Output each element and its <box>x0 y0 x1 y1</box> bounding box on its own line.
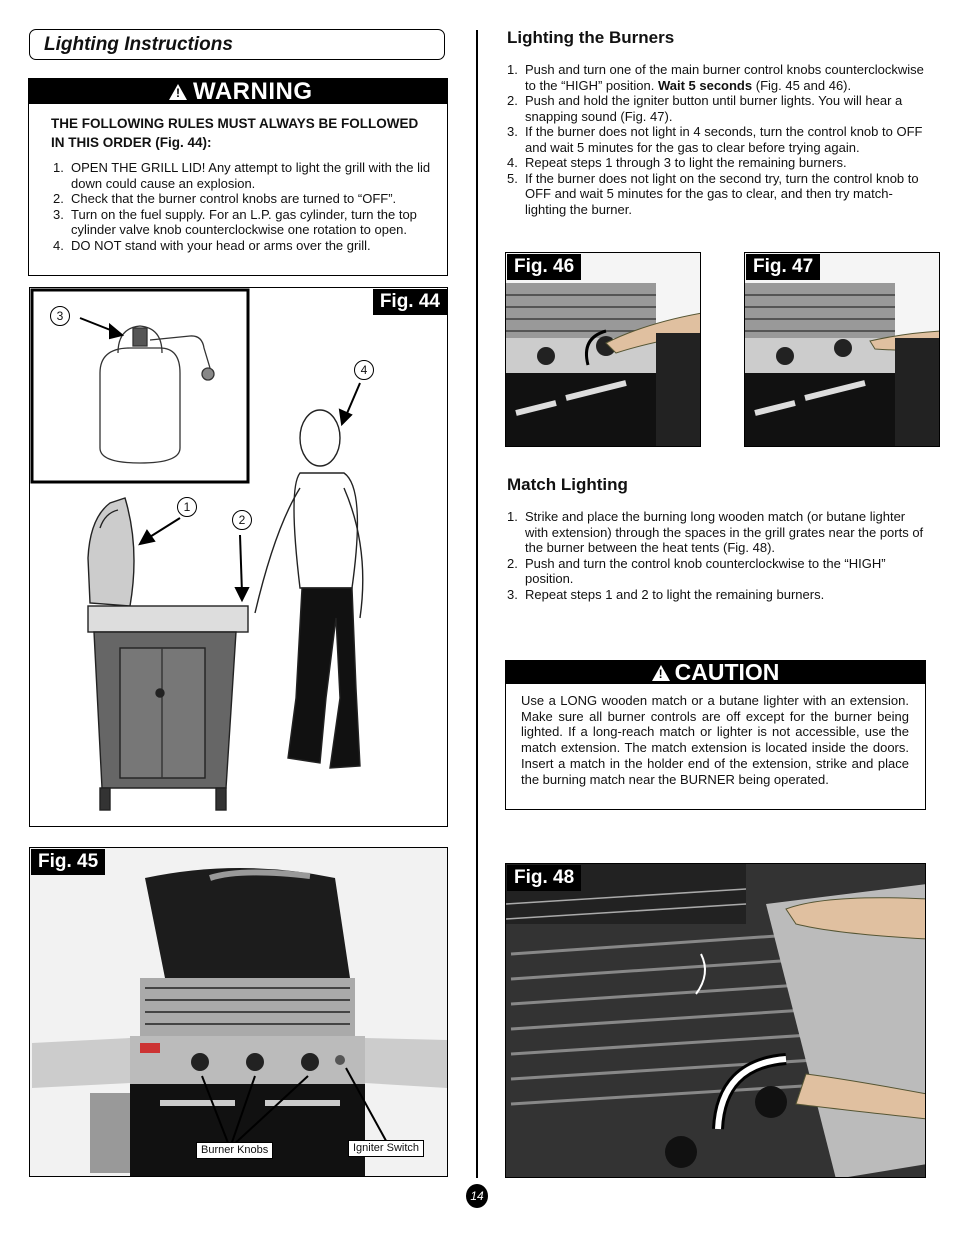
lighting-burners-section <box>507 28 927 217</box>
warning-banner <box>29 79 447 104</box>
fig-45-tag: Fig. 45 <box>31 849 105 875</box>
lighting-step: 1. Push and turn one of the main burner control knobs counterclockwise to the “HIGH” position. Wait 5 seconds (Fig. 45 and 46). <box>507 62 924 93</box>
warning-step: 3. Turn on the fuel supply. For an L.P. gas cylinder, turn the top cylinder valve knob counterclockwise one rotation to open. <box>53 206 417 237</box>
warning-step: 4. DO NOT stand with your head or arms over the grill. <box>53 237 371 253</box>
match-step: 3. Repeat steps 1 and 2 to light the remaining burners. <box>507 586 825 602</box>
fig-44-illustration <box>30 288 448 827</box>
lighting-step: 2. Push and hold the igniter button until burner lights. You will hear a snapping sound (Fig. 47). <box>507 93 903 124</box>
match-lighting-steps <box>507 509 927 602</box>
fig-45-frame <box>29 847 448 1177</box>
caution-box <box>505 660 926 810</box>
column-divider <box>476 30 478 1178</box>
fig-45-photo <box>30 848 448 1177</box>
fig-47-photo <box>745 253 940 447</box>
callout-2: 2 <box>232 510 252 530</box>
fig-44-frame <box>29 287 448 827</box>
lighting-step: 3. If the burner does not light in 4 seconds, turn the control knob to OFF and wait 5 minutes for the gas to clear before trying again. <box>507 124 923 155</box>
fig-47-tag: Fig. 47 <box>746 254 820 280</box>
warning-box <box>28 78 448 276</box>
callout-4: 4 <box>354 360 374 380</box>
match-step: 2. Push and turn the control knob counterclockwise to the “HIGH” position. <box>507 555 886 586</box>
warning-steps <box>53 160 437 253</box>
burner-knobs-label: Burner Knobs <box>196 1142 273 1159</box>
fig-47-frame <box>744 252 940 447</box>
warning-step: 1. OPEN THE GRILL LID! Any attempt to light the grill with the lid down could cause an explosion. <box>53 160 431 191</box>
caution-triangle-icon: ! <box>652 665 670 681</box>
fig-46-frame <box>505 252 701 447</box>
warning-label: WARNING <box>193 78 313 105</box>
caution-label: CAUTION <box>674 659 780 685</box>
match-step: 1. Strike and place the burning long wooden match (or butane lighter with extension) through the spaces in the grill grates near the ports of the burner between the heat tents (Fig. 48). <box>507 509 924 555</box>
fig-48-frame <box>505 863 926 1178</box>
warning-rules-heading: THE FOLLOWING RULES MUST ALWAYS BE FOLLOWED IN THIS ORDER (Fig. 44): <box>51 116 419 150</box>
fig-48-tag: Fig. 48 <box>507 865 581 891</box>
match-lighting-heading: Match Lighting <box>507 475 628 494</box>
callout-1: 1 <box>177 497 197 517</box>
caution-text: Use a LONG wooden match or a butane lighter with an extension. Make sure all burner controls are off except for the burner being lighted. If a long-reach match or lighter is not accessible, use the match extension. The match extension is located inside the doors. Insert a match in the holder end of the extension, strike and place the burning match near the BURNER being operated. <box>521 693 909 787</box>
lighting-burners-steps <box>507 62 927 217</box>
warning-step: 2. Check that the burner control knobs are turned to “OFF”. <box>53 191 397 206</box>
match-lighting-section <box>507 475 927 602</box>
igniter-switch-label: Igniter Switch <box>348 1140 424 1157</box>
fig-48-photo <box>506 864 926 1178</box>
lighting-step: 5. If the burner does not light on the second try, turn the control knob to OFF and wait 5 minutes for the gas to clear, and then try match-lighting the burner. <box>507 170 919 217</box>
warning-triangle-icon: ! <box>169 84 187 100</box>
fig-46-photo <box>506 253 701 447</box>
lighting-step: 4. Repeat steps 1 through 3 to light the remaining burners. <box>507 155 847 170</box>
caution-banner <box>506 661 925 684</box>
callout-3: 3 <box>50 306 70 326</box>
page-number: 14 <box>466 1184 488 1208</box>
section-title: Lighting Instructions <box>29 29 445 60</box>
lighting-burners-heading: Lighting the Burners <box>507 28 675 47</box>
fig-44-tag: Fig. 44 <box>373 289 447 315</box>
fig-46-tag: Fig. 46 <box>507 254 581 280</box>
